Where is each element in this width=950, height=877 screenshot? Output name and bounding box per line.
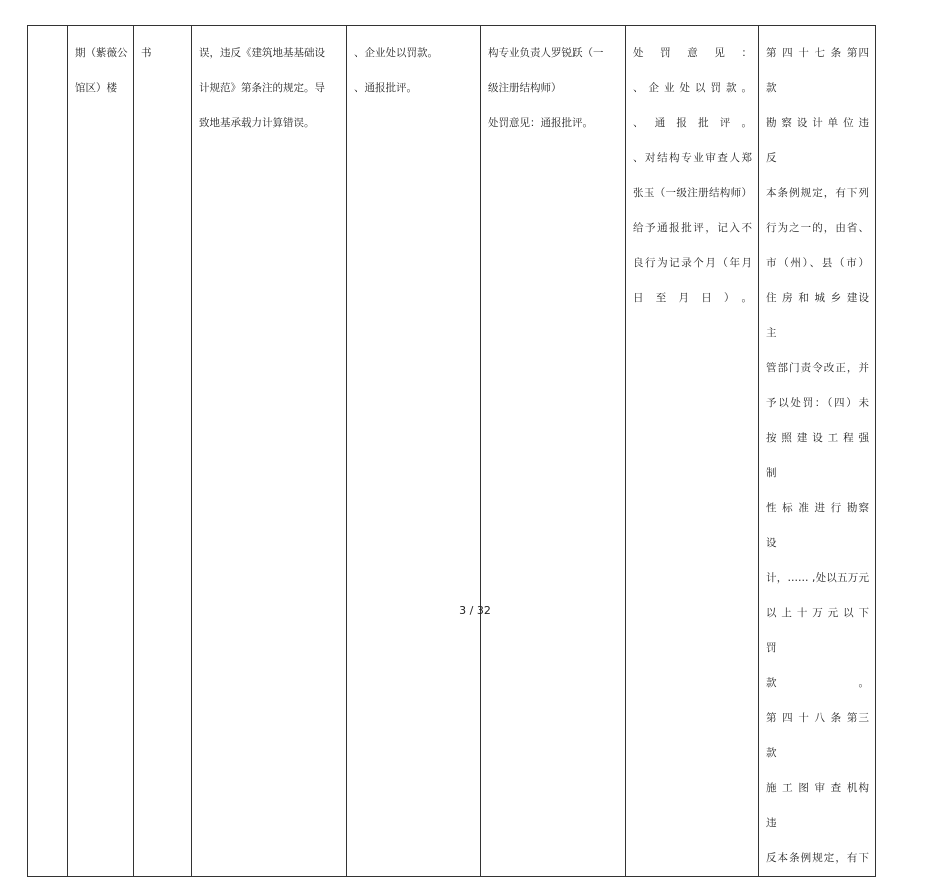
cell-text-line: 勘 察 设 计 单 位 违 反 [766,117,869,164]
cell-text-line: 按 照 建 设 工 程 强 制 [766,432,869,479]
cell-violation-description [192,26,347,877]
cell-text-line: 、通报批评。 [633,117,752,129]
cell-responsible-person-penalty [481,26,626,877]
cell-text-line: 行为之一的，由省、 [766,222,869,234]
cell-review-penalty [626,26,759,877]
cell-text-line: 处罚意见： [633,47,752,59]
cell-text-line: 计，…… ,处以五万元 [766,572,869,584]
cell-text-line: 级注册结构师） [488,82,562,94]
cell-text-line: 第 四 十 七 条 第四 款 [766,47,869,94]
cell-text-line: 反本条例规定，有下 [766,852,869,864]
cell-text-line: 计规范》第条注的规定。导 [199,82,325,94]
cell-legal-basis [759,26,876,877]
cell-text-line: 误，违反《建筑地基基础设 [199,47,325,59]
cell-text-line: 住 房 和 城 乡 建设 主 [766,292,869,339]
table-row [28,26,876,877]
cell-text-line: 、企业处以罚款。 [354,47,438,59]
page-number: 3 / 32 [459,604,491,617]
cell-text-line: 第 四 十 八 条 第三 款 [766,712,869,759]
cell-text-line: 市（州）、县（市） [766,257,869,269]
cell-text-line: 本条例规定，有下列 [766,187,869,199]
cell-document-type [134,26,192,877]
cell-text-line: 以 上 十 万 元 以 下 罚 [766,607,869,654]
cell-index [28,26,68,877]
cell-text-line: 良行为记录个月（年月 [633,257,752,269]
cell-text-line: 馆区）楼 [75,82,117,94]
cell-text-line: 、通报批评。 [354,82,417,94]
cell-text-line: 日至月日）。 [633,292,752,304]
cell-text-line: 期（紫薇公 [75,47,128,59]
cell-text-line: 款。 [766,677,869,689]
cell-text-line: 、企业处以罚款。 [633,82,752,94]
cell-text-line: 予以处罚：（四）未 [766,397,869,409]
cell-project-name [68,26,134,877]
cell-text-line: 书 [141,47,152,59]
cell-text-line: 给予通报批评，记入不 [633,222,752,234]
cell-text-line: 构专业负责人罗锐跃（一 [488,47,604,59]
cell-text-line: 性 标 准 进 行 勘察 设 [766,502,869,549]
cell-text-line: 、对结构专业审查人郑 [633,152,752,164]
cell-text-line: 施 工 图 审 查 机构 违 [766,782,869,829]
cell-text-line: 管部门责令改正，并 [766,362,869,374]
cell-text-line: 处罚意见：通报批评。 [488,117,593,129]
cell-company-penalty [347,26,481,877]
cell-text-line: 致地基承载力计算错误。 [199,117,315,129]
cell-text-line: 张玉（一级注册结构师） [633,187,752,199]
penalty-table [27,25,876,877]
